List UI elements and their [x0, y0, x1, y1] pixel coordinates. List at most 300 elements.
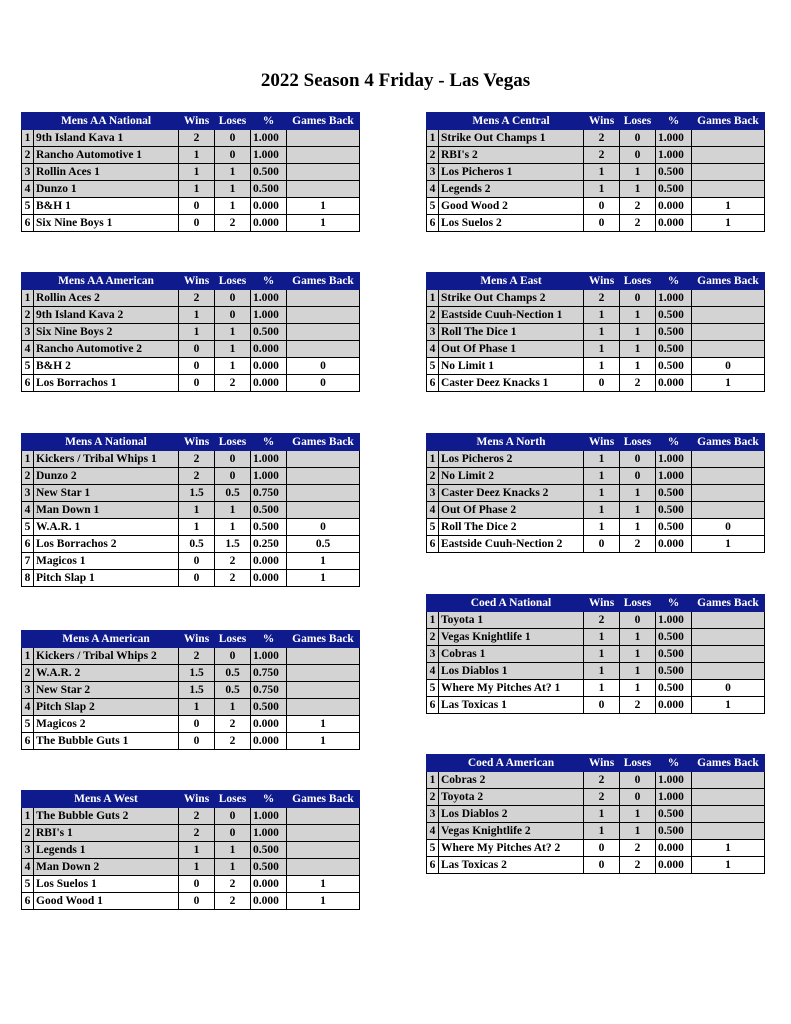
games-back-cell: 1 — [287, 553, 360, 570]
rank-cell: 1 — [427, 451, 439, 468]
pct-cell: 1.000 — [251, 808, 287, 825]
table-row — [22, 570, 360, 587]
wins-cell: 2 — [179, 130, 215, 147]
games-back-cell — [692, 451, 765, 468]
team-name: Good Wood 1 — [34, 893, 179, 910]
header-rank-spacer — [22, 631, 34, 648]
column-header-wins: Wins — [584, 755, 620, 772]
table-row — [427, 612, 765, 629]
column-header-pct: % — [656, 113, 692, 130]
rank-cell: 6 — [427, 857, 439, 874]
standings-table — [21, 433, 360, 587]
rank-cell: 1 — [22, 808, 34, 825]
table-row — [427, 502, 765, 519]
table-row — [427, 468, 765, 485]
rank-cell: 5 — [427, 519, 439, 536]
column-header-loses: Loses — [215, 631, 251, 648]
team-name: Cobras 2 — [439, 772, 584, 789]
games-back-cell — [287, 502, 360, 519]
rank-cell: 4 — [427, 341, 439, 358]
pct-cell: 0.500 — [251, 181, 287, 198]
column-header-loses: Loses — [620, 273, 656, 290]
column-header-pct: % — [251, 434, 287, 451]
wins-cell: 1 — [584, 468, 620, 485]
rank-cell: 4 — [427, 181, 439, 198]
team-name: Out Of Phase 1 — [439, 341, 584, 358]
loses-cell: 2 — [215, 716, 251, 733]
loses-cell: 0 — [620, 789, 656, 806]
rank-cell: 2 — [22, 147, 34, 164]
standings-table — [21, 630, 360, 750]
games-back-cell: 1 — [287, 215, 360, 232]
table-row — [22, 164, 360, 181]
loses-cell: 0 — [215, 825, 251, 842]
wins-cell: 2 — [179, 648, 215, 665]
team-name: Caster Deez Knacks 2 — [439, 485, 584, 502]
loses-cell: 2 — [620, 697, 656, 714]
wins-cell: 2 — [584, 772, 620, 789]
pct-cell: 1.000 — [251, 147, 287, 164]
column-header-loses: Loses — [215, 113, 251, 130]
rank-cell: 6 — [427, 215, 439, 232]
header-rank-spacer — [22, 113, 34, 130]
division-name: Mens AA National — [34, 113, 179, 130]
table-row — [22, 451, 360, 468]
division-name: Mens A North — [439, 434, 584, 451]
loses-cell: 1.5 — [215, 536, 251, 553]
pct-cell: 0.000 — [656, 375, 692, 392]
wins-cell: 1 — [584, 519, 620, 536]
pct-cell: 0.500 — [656, 646, 692, 663]
loses-cell: 0 — [620, 130, 656, 147]
loses-cell: 0 — [215, 648, 251, 665]
team-name: Rollin Aces 1 — [34, 164, 179, 181]
games-back-cell — [287, 130, 360, 147]
rank-cell: 4 — [427, 502, 439, 519]
games-back-cell — [287, 307, 360, 324]
table-row — [22, 842, 360, 859]
rank-cell: 4 — [22, 699, 34, 716]
rank-cell: 4 — [22, 859, 34, 876]
loses-cell: 2 — [215, 215, 251, 232]
pct-cell: 1.000 — [656, 789, 692, 806]
column-header-games-back: Games Back — [692, 113, 765, 130]
rank-cell: 1 — [22, 290, 34, 307]
pct-cell: 0.000 — [656, 857, 692, 874]
pct-cell: 1.000 — [251, 290, 287, 307]
rank-cell: 7 — [22, 553, 34, 570]
column-header-wins: Wins — [584, 113, 620, 130]
table-row — [22, 502, 360, 519]
rank-cell: 1 — [22, 130, 34, 147]
loses-cell: 2 — [620, 215, 656, 232]
rank-cell: 5 — [22, 519, 34, 536]
loses-cell: 2 — [620, 857, 656, 874]
wins-cell: 1 — [179, 859, 215, 876]
wins-cell: 0 — [179, 893, 215, 910]
loses-cell: 0 — [215, 290, 251, 307]
table-row — [22, 682, 360, 699]
team-name: W.A.R. 2 — [34, 665, 179, 682]
rank-cell: 6 — [427, 536, 439, 553]
table-row — [22, 147, 360, 164]
pct-cell: 0.000 — [251, 341, 287, 358]
wins-cell: 2 — [584, 789, 620, 806]
rank-cell: 1 — [22, 648, 34, 665]
pct-cell: 0.000 — [251, 733, 287, 750]
loses-cell: 0 — [620, 468, 656, 485]
games-back-cell — [692, 468, 765, 485]
table-row — [427, 697, 765, 714]
rank-cell: 5 — [427, 680, 439, 697]
column-header-loses: Loses — [215, 434, 251, 451]
table-row — [22, 215, 360, 232]
loses-cell: 0 — [215, 808, 251, 825]
pct-cell: 0.500 — [656, 680, 692, 697]
table-row — [22, 733, 360, 750]
loses-cell: 0 — [215, 130, 251, 147]
wins-cell: 1.5 — [179, 665, 215, 682]
pct-cell: 0.000 — [251, 215, 287, 232]
standings-table — [21, 272, 360, 392]
games-back-cell — [692, 181, 765, 198]
table-header-row — [22, 791, 360, 808]
column-header-games-back: Games Back — [287, 791, 360, 808]
games-back-cell — [287, 485, 360, 502]
table-row — [427, 629, 765, 646]
wins-cell: 1 — [179, 324, 215, 341]
pct-cell: 0.000 — [251, 198, 287, 215]
games-back-cell: 1 — [287, 893, 360, 910]
table-row — [427, 823, 765, 840]
table-row — [427, 164, 765, 181]
team-name: Cobras 1 — [439, 646, 584, 663]
rank-cell: 3 — [22, 324, 34, 341]
team-name: The Bubble Guts 2 — [34, 808, 179, 825]
rank-cell: 6 — [22, 536, 34, 553]
wins-cell: 0 — [584, 375, 620, 392]
team-name: Man Down 2 — [34, 859, 179, 876]
standings-table — [21, 112, 360, 232]
pct-cell: 1.000 — [656, 612, 692, 629]
wins-cell: 1.5 — [179, 682, 215, 699]
pct-cell: 0.750 — [251, 665, 287, 682]
games-back-cell — [692, 290, 765, 307]
pct-cell: 0.500 — [251, 699, 287, 716]
games-back-cell: 1 — [692, 840, 765, 857]
column-header-wins: Wins — [179, 273, 215, 290]
standings-table — [426, 112, 765, 232]
table-row — [22, 699, 360, 716]
rank-cell: 5 — [22, 716, 34, 733]
games-back-cell — [287, 164, 360, 181]
games-back-cell — [692, 147, 765, 164]
team-name: B&H 2 — [34, 358, 179, 375]
table-row — [427, 215, 765, 232]
team-name: 9th Island Kava 2 — [34, 307, 179, 324]
pct-cell: 0.000 — [251, 876, 287, 893]
team-name: Eastside Cuuh-Nection 1 — [439, 307, 584, 324]
header-rank-spacer — [427, 273, 439, 290]
rank-cell: 5 — [22, 198, 34, 215]
column-header-wins: Wins — [179, 113, 215, 130]
loses-cell: 0 — [215, 307, 251, 324]
rank-cell: 2 — [22, 307, 34, 324]
team-name: New Star 1 — [34, 485, 179, 502]
games-back-cell: 0 — [692, 680, 765, 697]
loses-cell: 2 — [215, 570, 251, 587]
team-name: Six Nine Boys 2 — [34, 324, 179, 341]
table-header-row — [427, 273, 765, 290]
wins-cell: 1 — [584, 680, 620, 697]
table-row — [427, 290, 765, 307]
wins-cell: 2 — [179, 451, 215, 468]
games-back-cell — [692, 823, 765, 840]
loses-cell: 1 — [620, 341, 656, 358]
loses-cell: 0.5 — [215, 665, 251, 682]
games-back-cell — [287, 842, 360, 859]
games-back-cell: 0 — [287, 519, 360, 536]
wins-cell: 0 — [584, 857, 620, 874]
pct-cell: 1.000 — [251, 307, 287, 324]
games-back-cell — [287, 808, 360, 825]
team-name: No Limit 1 — [439, 358, 584, 375]
header-rank-spacer — [22, 434, 34, 451]
column-header-pct: % — [656, 273, 692, 290]
standings-table — [426, 272, 765, 392]
wins-cell: 1 — [584, 502, 620, 519]
rank-cell: 3 — [22, 164, 34, 181]
table-row — [427, 536, 765, 553]
wins-cell: 1 — [179, 699, 215, 716]
games-back-cell — [692, 485, 765, 502]
games-back-cell: 1 — [287, 570, 360, 587]
team-name: Vegas Knightlife 1 — [439, 629, 584, 646]
loses-cell: 0 — [620, 612, 656, 629]
table-row — [22, 375, 360, 392]
team-name: Rollin Aces 2 — [34, 290, 179, 307]
team-name: B&H 1 — [34, 198, 179, 215]
column-header-pct: % — [251, 113, 287, 130]
games-back-cell — [287, 665, 360, 682]
games-back-cell: 1 — [287, 733, 360, 750]
wins-cell: 1 — [584, 358, 620, 375]
table-row — [22, 808, 360, 825]
table-row — [427, 485, 765, 502]
division-name: Mens A Central — [439, 113, 584, 130]
rank-cell: 6 — [22, 893, 34, 910]
games-back-cell — [287, 451, 360, 468]
pct-cell: 0.500 — [656, 341, 692, 358]
games-back-cell: 1 — [692, 375, 765, 392]
loses-cell: 1 — [215, 859, 251, 876]
team-name: RBI's 2 — [439, 147, 584, 164]
wins-cell: 1 — [179, 164, 215, 181]
pct-cell: 0.750 — [251, 682, 287, 699]
team-name: Rancho Automotive 1 — [34, 147, 179, 164]
games-back-cell: 1 — [692, 198, 765, 215]
wins-cell: 1 — [179, 842, 215, 859]
wins-cell: 1 — [179, 147, 215, 164]
loses-cell: 0 — [620, 290, 656, 307]
wins-cell: 1 — [584, 823, 620, 840]
wins-cell: 0 — [179, 570, 215, 587]
team-name: New Star 2 — [34, 682, 179, 699]
pct-cell: 0.000 — [251, 375, 287, 392]
loses-cell: 1 — [620, 663, 656, 680]
team-name: Out Of Phase 2 — [439, 502, 584, 519]
pct-cell: 1.000 — [251, 825, 287, 842]
table-row — [22, 519, 360, 536]
rank-cell: 5 — [427, 840, 439, 857]
team-name: 9th Island Kava 1 — [34, 130, 179, 147]
table-row — [22, 648, 360, 665]
rank-cell: 5 — [427, 358, 439, 375]
table-row — [427, 857, 765, 874]
loses-cell: 1 — [620, 502, 656, 519]
wins-cell: 0 — [584, 536, 620, 553]
column-header-loses: Loses — [620, 755, 656, 772]
team-name: Good Wood 2 — [439, 198, 584, 215]
rank-cell: 3 — [427, 164, 439, 181]
loses-cell: 1 — [215, 198, 251, 215]
team-name: Los Picheros 2 — [439, 451, 584, 468]
loses-cell: 1 — [620, 485, 656, 502]
loses-cell: 2 — [215, 553, 251, 570]
loses-cell: 1 — [215, 324, 251, 341]
loses-cell: 0 — [215, 451, 251, 468]
rank-cell: 5 — [22, 876, 34, 893]
table-row — [427, 307, 765, 324]
games-back-cell — [692, 324, 765, 341]
standings-table — [426, 433, 765, 553]
pct-cell: 0.500 — [251, 859, 287, 876]
column-header-wins: Wins — [584, 595, 620, 612]
games-back-cell: 1 — [692, 215, 765, 232]
table-row — [22, 198, 360, 215]
rank-cell: 2 — [427, 468, 439, 485]
rank-cell: 3 — [22, 485, 34, 502]
pct-cell: 0.000 — [251, 358, 287, 375]
team-name: Los Picheros 1 — [439, 164, 584, 181]
column-header-games-back: Games Back — [287, 631, 360, 648]
rank-cell: 2 — [427, 789, 439, 806]
table-row — [22, 468, 360, 485]
division-name: Mens A National — [34, 434, 179, 451]
games-back-cell: 0 — [692, 358, 765, 375]
table-row — [427, 198, 765, 215]
wins-cell: 1 — [584, 324, 620, 341]
wins-cell: 0 — [179, 716, 215, 733]
loses-cell: 2 — [215, 375, 251, 392]
pct-cell: 0.000 — [251, 570, 287, 587]
pct-cell: 0.500 — [656, 806, 692, 823]
table-row — [22, 130, 360, 147]
games-back-cell — [287, 290, 360, 307]
team-name: Magicos 2 — [34, 716, 179, 733]
table-row — [427, 772, 765, 789]
games-back-cell: 1 — [692, 697, 765, 714]
table-row — [22, 893, 360, 910]
team-name: Los Diablos 2 — [439, 806, 584, 823]
loses-cell: 1 — [620, 629, 656, 646]
games-back-cell — [287, 324, 360, 341]
pct-cell: 1.000 — [251, 468, 287, 485]
games-back-cell — [692, 341, 765, 358]
loses-cell: 0.5 — [215, 485, 251, 502]
rank-cell: 4 — [22, 341, 34, 358]
standings-table — [426, 754, 765, 874]
wins-cell: 1 — [584, 629, 620, 646]
team-name: Toyota 2 — [439, 789, 584, 806]
team-name: Rancho Automotive 2 — [34, 341, 179, 358]
pct-cell: 1.000 — [656, 130, 692, 147]
table-header-row — [427, 595, 765, 612]
games-back-cell: 0.5 — [287, 536, 360, 553]
column-header-pct: % — [251, 791, 287, 808]
team-name: Where My Pitches At? 1 — [439, 680, 584, 697]
pct-cell: 0.000 — [656, 840, 692, 857]
team-name: Los Borrachos 2 — [34, 536, 179, 553]
loses-cell: 0 — [620, 147, 656, 164]
wins-cell: 0 — [584, 840, 620, 857]
pct-cell: 1.000 — [251, 451, 287, 468]
games-back-cell — [287, 468, 360, 485]
team-name: Roll The Dice 2 — [439, 519, 584, 536]
loses-cell: 0.5 — [215, 682, 251, 699]
table-row — [22, 876, 360, 893]
rank-cell: 2 — [427, 147, 439, 164]
table-row — [22, 358, 360, 375]
rank-cell: 5 — [427, 198, 439, 215]
rank-cell: 8 — [22, 570, 34, 587]
team-name: Magicos 1 — [34, 553, 179, 570]
games-back-cell: 1 — [692, 857, 765, 874]
games-back-cell — [692, 612, 765, 629]
column-header-games-back: Games Back — [287, 273, 360, 290]
team-name: The Bubble Guts 1 — [34, 733, 179, 750]
wins-cell: 0 — [179, 876, 215, 893]
team-name: Six Nine Boys 1 — [34, 215, 179, 232]
loses-cell: 1 — [620, 806, 656, 823]
team-name: Pitch Slap 2 — [34, 699, 179, 716]
loses-cell: 2 — [620, 536, 656, 553]
team-name: Pitch Slap 1 — [34, 570, 179, 587]
wins-cell: 1 — [179, 502, 215, 519]
column-header-pct: % — [656, 755, 692, 772]
rank-cell: 3 — [427, 324, 439, 341]
games-back-cell — [692, 806, 765, 823]
table-row — [22, 825, 360, 842]
pct-cell: 1.000 — [656, 147, 692, 164]
wins-cell: 0 — [584, 697, 620, 714]
table-row — [22, 485, 360, 502]
loses-cell: 1 — [215, 164, 251, 181]
wins-cell: 0 — [179, 733, 215, 750]
header-rank-spacer — [427, 113, 439, 130]
table-row — [22, 181, 360, 198]
team-name: Legends 1 — [34, 842, 179, 859]
team-name: Caster Deez Knacks 1 — [439, 375, 584, 392]
team-name: Los Borrachos 1 — [34, 375, 179, 392]
rank-cell: 3 — [427, 485, 439, 502]
games-back-cell — [287, 147, 360, 164]
table-row — [22, 307, 360, 324]
pct-cell: 0.500 — [251, 324, 287, 341]
rank-cell: 1 — [427, 130, 439, 147]
column-header-games-back: Games Back — [692, 434, 765, 451]
header-rank-spacer — [427, 755, 439, 772]
